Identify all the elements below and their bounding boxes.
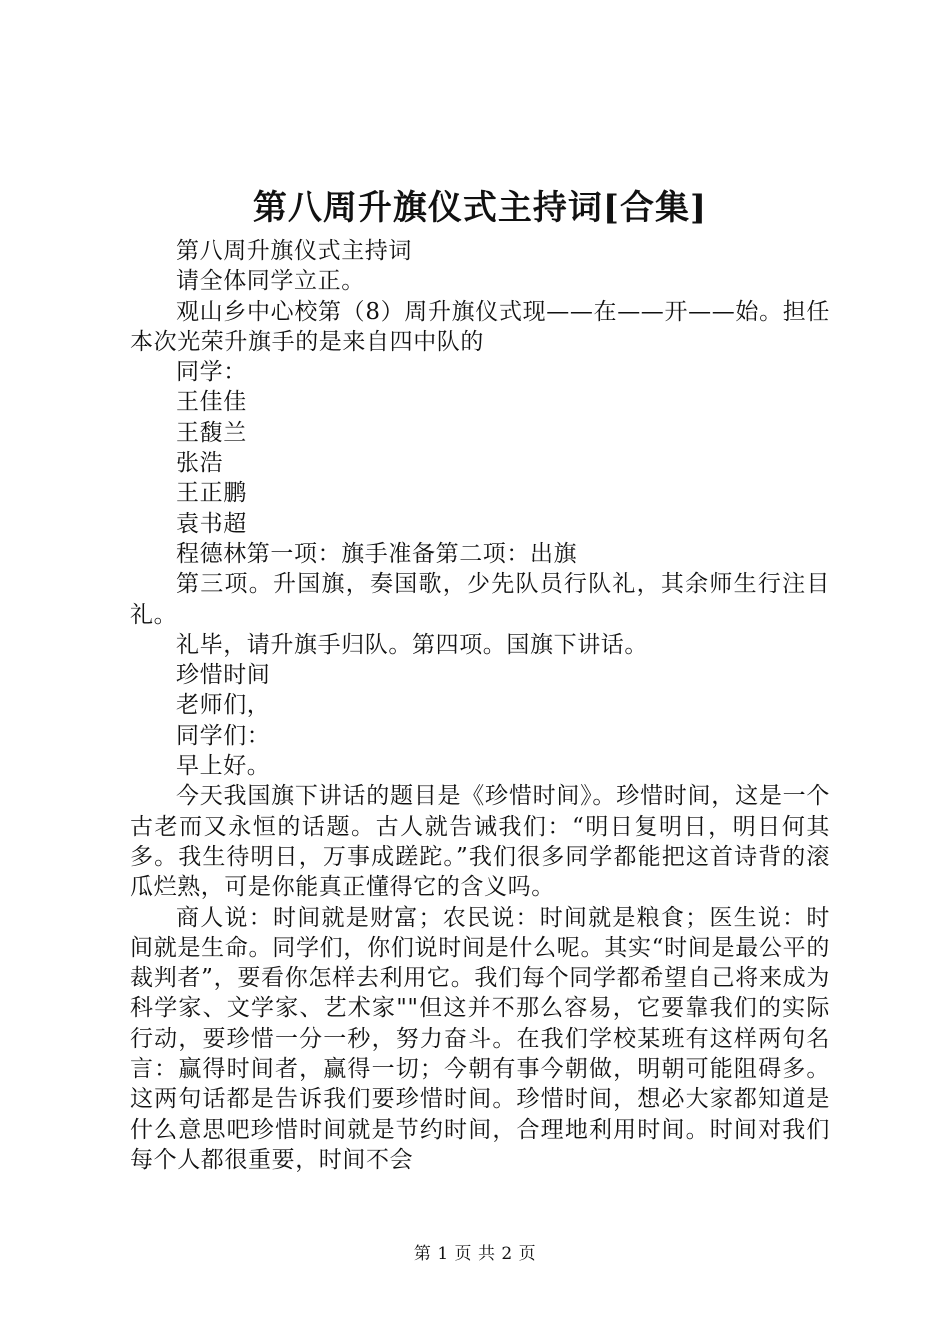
paragraph: 请全体同学立正。	[176, 268, 365, 295]
paragraph: 早上好。	[176, 753, 271, 780]
paragraph: 张浩	[176, 450, 224, 477]
paragraph: 王正鹏	[176, 480, 247, 507]
paragraph: 老师们，	[176, 692, 271, 719]
paragraph: 商人说：时间就是财富；农民说：时间就是粮食；医生说：时间就是生命。同学们，你们说时间是什么呢。其实“时间是最公平的裁判者”，要看你怎样去利用它。我们每个同学都希望自己将来成为科学家、文学家、艺术家""但这并不那么容易，它要靠我们的实际行动，要珍惜一分一秒，努力奋斗。在我们学校某班有这样两句名言：赢得时间者，赢得一切；今朝有事今朝做，明朝可能阻碍多。这两句话都是告诉我们要珍惜时间。珍惜时间，想必大家都知道是什么意思吧珍惜时间就是节约时间，合理地利用时间。时间对我们每个人都很重要，时间不会	[130, 904, 830, 1173]
paragraph: 程德林第一项：旗手准备第二项：出旗	[176, 540, 578, 567]
document-body	[130, 236, 830, 1175]
paragraph: 珍惜时间	[176, 662, 271, 689]
paragraph: 观山乡中心校第（8）周升旗仪式现——在——开——始。担任本次光荣升旗手的是来自四中队的	[130, 298, 830, 355]
paragraph: 今天我国旗下讲话的题目是《珍惜时间》。珍惜时间，这是一个古老而又永恒的话题。古人就告诫我们：“明日复明日，明日何其多。我生待明日，万事成蹉跎。”我们很多同学都能把这首诗背的滚瓜烂熟，可是你能真正懂得它的含义吗。	[130, 783, 830, 901]
paragraph: 礼毕，请升旗手归队。第四项。国旗下讲话。	[176, 631, 648, 658]
paragraph: 第三项。升国旗，奏国歌，少先队员行队礼，其余师生行注目礼。	[130, 571, 830, 628]
paragraph: 王馥兰	[176, 419, 247, 446]
page-footer: 第 1 页 共 2 页	[413, 1244, 537, 1264]
paragraph: 同学：	[176, 359, 247, 386]
document-title: 第八周升旗仪式主持词[合集]	[252, 188, 708, 228]
paragraph: 第八周升旗仪式主持词	[176, 238, 412, 264]
paragraph: 王佳佳	[176, 389, 247, 416]
paragraph: 袁书超	[176, 510, 247, 537]
paragraph: 同学们：	[176, 722, 271, 749]
